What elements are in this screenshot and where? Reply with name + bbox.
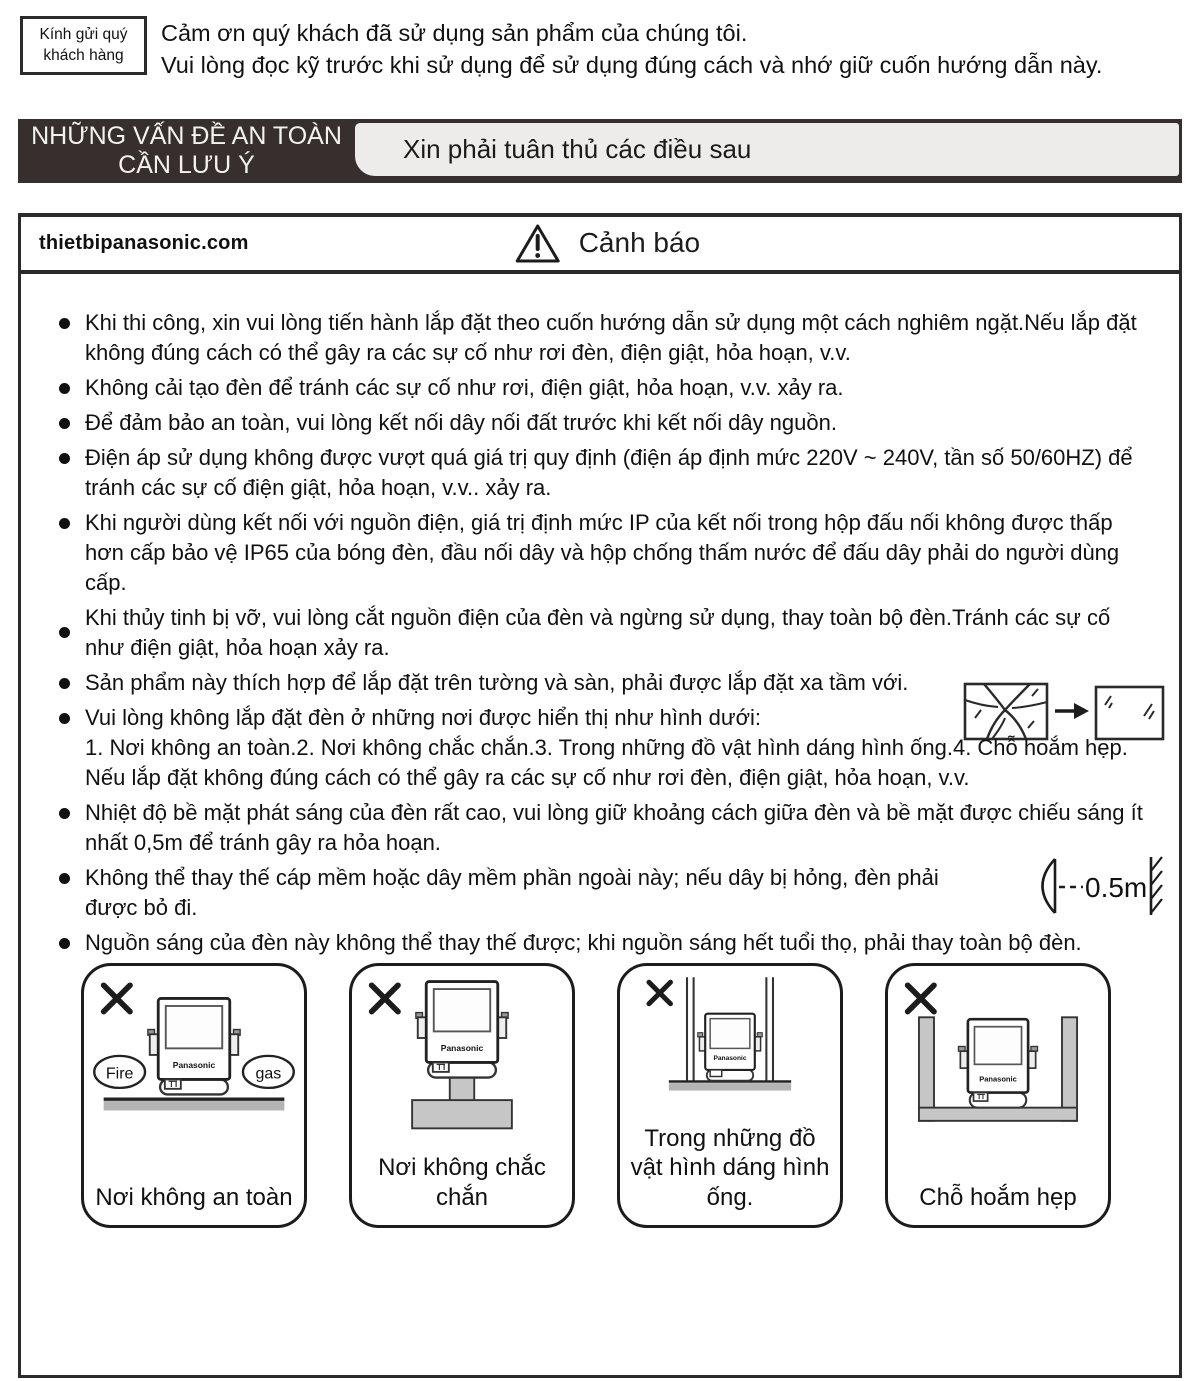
figure-narrow-recess <box>885 963 1111 1228</box>
fire-label: Fire <box>105 1065 134 1083</box>
unstable-base-illustration <box>352 974 572 1134</box>
bullet-icon <box>59 678 70 689</box>
warning-panel <box>18 213 1182 1378</box>
warning-numbered-list: 1. Nơi không an toàn.2. Nơi không chắc chắn.3. Trong những đồ vật hình dáng hình ống.4. Chỗ hoắm hẹp. <box>85 734 1128 760</box>
x-mark-icon <box>908 985 934 1011</box>
bullet-icon <box>59 318 70 329</box>
bullet-icon <box>59 418 70 429</box>
x-mark-icon <box>649 982 670 1003</box>
bullet-icon <box>59 713 70 724</box>
bullet-icon <box>59 518 70 529</box>
lamp-brand-label: Panasonic <box>440 1043 484 1054</box>
warning-item <box>59 668 1153 698</box>
figure-tube-shaped <box>617 963 843 1228</box>
bullet-icon <box>59 873 70 884</box>
distance-0-5m-icon <box>1025 851 1163 921</box>
warning-text <box>85 703 1153 793</box>
warning-text: Nhiệt độ bề mặt phát sáng của đèn rất cao, vui lòng giữ khoảng cách giữa đèn và bề mặt được chiếu sáng ít nhất 0,5m để tránh gây ra hỏa hoạn. <box>85 799 1143 855</box>
warning-text: Không cải tạo đèn để tránh các sự cố như rơi, điện giật, hỏa hoạn, v.v. xảy ra. <box>85 374 844 400</box>
bullet-icon <box>59 627 70 638</box>
narrow-recess-illustration <box>888 974 1108 1134</box>
greeting-section <box>20 16 1180 82</box>
warning-note: Nếu lắp đặt không đúng cách có thể gây ra các sự cố như rơi đèn, điện giật, hỏa hoạn, v.v. <box>85 764 970 790</box>
section-subtitle-wrap <box>355 119 1182 183</box>
figure-unstable-base <box>349 963 575 1228</box>
warning-text: Không thể thay thế cáp mềm hoặc dây mềm phần ngoài này; nếu dây bị hỏng, đèn phải được bỏ đi. <box>85 864 939 920</box>
warning-text: Khi người dùng kết nối với nguồn điện, giá trị định mức IP của kết nối trong hộp đấu nối không được thấp hơn cấp bảo vệ IP65 của bóng đèn, đầu nối dây và hộp chống thấm nước để đấu dây phải do người dùng cấp. <box>85 509 1120 595</box>
warning-triangle-icon <box>515 223 561 264</box>
warning-title-group <box>515 217 700 270</box>
warning-item <box>59 508 1153 598</box>
greeting-text <box>161 16 1102 82</box>
tube-shaped-illustration <box>620 974 840 1098</box>
warning-line: Vui lòng không lắp đặt đèn ở những nơi được hiển thị như hình dưới: <box>85 704 762 730</box>
distance-label: 0.5m <box>1085 871 1148 903</box>
greeting-line-2: Vui lòng đọc kỹ trước khi sử dụng để sử dụng đúng cách và nhớ giữ cuốn hướng dẫn này. <box>161 52 1103 79</box>
warning-text: Sản phẩm này thích hợp để lắp đặt trên tường và sàn, phải được lắp đặt xa tầm với. <box>85 669 909 695</box>
section-title: NHỮNG VẤN ĐỀ AN TOÀN CẦN LƯU Ý <box>31 121 342 179</box>
bullet-icon <box>59 453 70 464</box>
lamp-brand-label: Panasonic <box>713 1054 747 1062</box>
section-subtitle: Xin phải tuân thủ các điều sau <box>355 123 1179 176</box>
warning-item <box>59 798 1153 858</box>
warning-item <box>59 603 1153 663</box>
figure-caption: Trong những đồ vật hình dáng hình ống. <box>630 1125 830 1211</box>
warning-item <box>59 373 1153 403</box>
unsafe-place-illustration <box>84 974 304 1134</box>
figure-unsafe-place <box>81 963 307 1228</box>
warning-item <box>59 308 1153 368</box>
bullet-icon <box>59 808 70 819</box>
warning-item <box>59 928 1153 958</box>
warning-text: Điện áp sử dụng không được vượt quá giá trị quy định (điện áp định mức 220V ~ 240V, tần số 50/60HZ) để tránh các sự cố điện giật, hỏa hoạn, v.v.. xảy ra. <box>85 444 1133 500</box>
greeting-box-label: Kính gửi quý khách hàng <box>39 25 128 64</box>
greeting-line-1: Cảm ơn quý khách đã sử dụng sản phẩm của chúng tôi. <box>161 20 748 46</box>
warning-item <box>59 443 1153 503</box>
warning-text: Khi thủy tinh bị vỡ, vui lòng cắt nguồn điện của đèn và ngừng sử dụng, thay toàn bộ đèn.Tránh các sự cố như điện giật, hỏa hoạn xảy ra. <box>85 604 1111 660</box>
gas-label: gas <box>255 1065 282 1083</box>
lamp-brand-label: Panasonic <box>172 1059 216 1070</box>
figure-caption: Nơi không chắc chắn <box>378 1154 546 1211</box>
site-name: thietbipanasonic.com <box>39 231 249 254</box>
x-mark-icon <box>372 985 398 1011</box>
figure-caption: Chỗ hoắm hẹp <box>919 1183 1077 1211</box>
bullet-icon <box>59 938 70 949</box>
warning-header <box>21 217 1179 274</box>
warning-item <box>59 863 1153 923</box>
warning-item <box>59 703 1153 793</box>
prohibited-figures <box>81 963 1179 1228</box>
warning-label: Cảnh báo <box>578 227 701 259</box>
warning-text: Nguồn sáng của đèn này không thể thay thế được; khi nguồn sáng hết tuổi thọ, phải thay toàn bộ đèn. <box>85 929 1082 955</box>
warning-text: Để đảm bảo an toàn, vui lòng kết nối dây nối đất trước khi kết nối dây nguồn. <box>85 409 837 435</box>
bullet-icon <box>59 383 70 394</box>
warning-list <box>21 274 1179 958</box>
greeting-box <box>20 16 147 75</box>
figure-caption: Nơi không an toàn <box>95 1183 293 1211</box>
safety-section-bar <box>18 119 1182 183</box>
warning-text: Khi thi công, xin vui lòng tiến hành lắp đặt theo cuốn hướng dẫn sử dụng một cách nghiêm ngặt.Nếu lắp đặt không đúng cách có thể gây ra các sự cố như rơi đèn, điện giật, hỏa hoạn, v.v. <box>85 309 1137 365</box>
warning-item <box>59 408 1153 438</box>
x-mark-icon <box>104 985 130 1011</box>
lamp-brand-label: Panasonic <box>979 1074 1017 1084</box>
